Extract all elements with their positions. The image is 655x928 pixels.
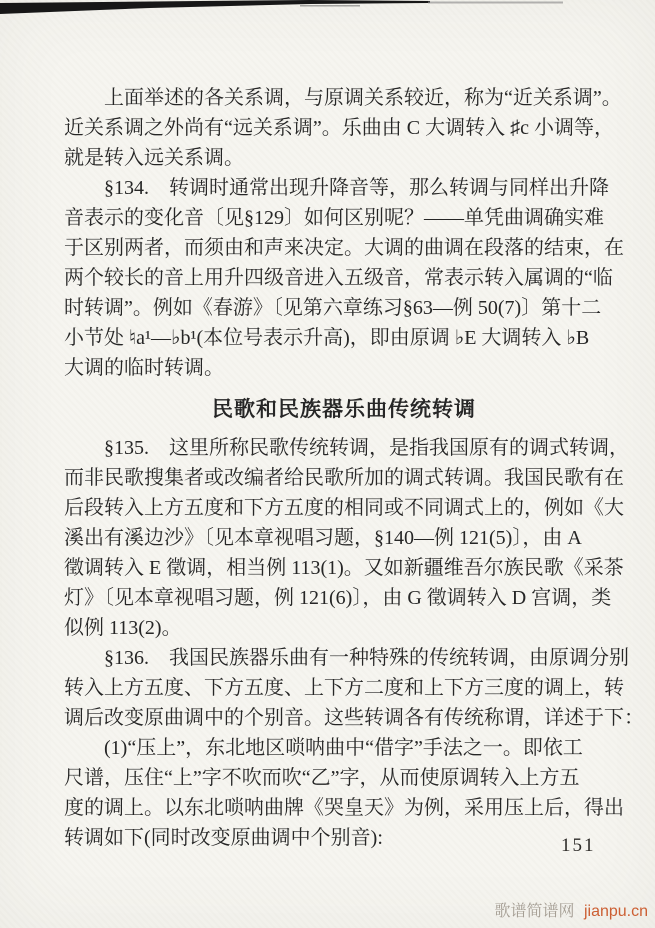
text-line: 徵调转入 E 徵调，相当例 113(1)。又如新疆维吾尔族民歌《采茶: [64, 557, 624, 579]
text-line: §135. 这里所称民歌传统转调，是指我国原有的调式转调，: [64, 437, 629, 459]
text-line: 时转调”。例如《春游》〔见第六章练习§63—例 50(7)〕第十二: [64, 297, 602, 319]
text-line: 小节处 ♮a¹—♭b¹(本位号表示升高)，即由原调 ♭E 大调转入 ♭B: [64, 327, 590, 349]
page-text: [64, 83, 644, 853]
watermark-site-name: 歌谱简谱网: [494, 903, 575, 920]
text-line: 尺谱，压住“上”字不吹而吹“乙”字，从而使原调转入上方五: [64, 767, 580, 789]
text-line: 转调如下(同时改变原曲调中个别音):: [64, 827, 383, 849]
watermark-site-url: jianpu.cn: [583, 903, 648, 920]
text-line: 调后改变原曲调中的个别音。这些转调各有传统称谓，详述于下：: [64, 707, 644, 729]
text-line: 溪出有溪边沙》〔见本章视唱习题，§140—例 121(5)〕，由 A: [64, 527, 582, 549]
paragraph-136: [64, 643, 644, 733]
watermark: [494, 898, 648, 921]
text-line: 大调的临时转调。: [64, 357, 224, 379]
text-line: §136. 我国民族器乐曲有一种特殊的传统转调，由原调分别: [64, 647, 629, 669]
paragraph-135: [64, 433, 629, 643]
paragraph-intro: [64, 83, 624, 173]
paragraph-item-1: [64, 733, 624, 853]
text-line: 就是转入远关系调。: [64, 147, 244, 169]
text-line: (1)“压上”，东北地区唢呐曲中“借字”手法之一。即依工: [64, 737, 583, 759]
page-number: 151: [561, 835, 596, 856]
text-line: 于区别两者，而须由和声来决定。大调的曲调在段落的结束，在: [64, 237, 624, 259]
text-line: §134. 转调时通常出现升降音等，那么转调与同样出升降: [64, 177, 609, 199]
text-line: 似例 113(2)。: [64, 617, 182, 639]
scan-artifact: [0, 0, 655, 18]
text-line: 灯》〔见本章视唱习题，例 121(6)〕，由 G 徵调转入 D 宫调，类: [64, 587, 612, 609]
text-line: 转入上方五度、下方五度、上下方二度和上下方三度的调上，转: [64, 677, 624, 699]
text-line: 而非民歌搜集者或改编者给民歌所加的调式转调。我国民歌有在: [64, 467, 624, 489]
section-heading: 民歌和民族器乐曲传统转调: [212, 397, 476, 421]
text-line: 两个较长的音上用升四级音进入五级音，常表示转入属调的“临: [64, 267, 613, 289]
text-line: 上面举述的各关系调，与原调关系较近，称为“近关系调”。: [64, 87, 622, 109]
text-line: 音表示的变化音〔见§129〕如何区别呢？——单凭曲调确实难: [64, 207, 604, 229]
text-line: 后段转入上方五度和下方五度的相同或不同调式上的，例如《大: [64, 497, 624, 519]
text-line: 度的调上。以东北唢呐曲牌《哭皇天》为例，采用压上后，得出: [64, 797, 624, 819]
text-line: 近关系调之外尚有“远关系调”。乐曲由 C 大调转入 ♯c 小调等，: [64, 117, 614, 139]
paragraph-134: [64, 173, 624, 383]
